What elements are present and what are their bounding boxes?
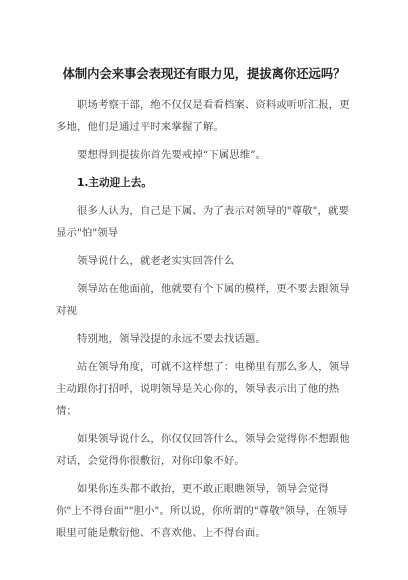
paragraph: 职场考察干部，绝不仅仅是看看档案、资料或听听汇报，更多地，他们是通过平时来掌握了解。 [56, 99, 350, 133]
document-title: 体制内会来事会表现还有眼力见，提拔离你还远吗？ [62, 67, 346, 81]
paragraph: 很多人认为，自己是下属、为了表示对领导的"尊敬"，就要显示"怕"领导 [56, 205, 350, 239]
paragraph: 如果领导说什么，你仅仅回答什么，领导会觉得你不想跟他对话，会觉得你很敷衍，对你印象不好。 [56, 433, 350, 467]
paragraph: 站在领导角度，可就不这样想了：电梯里有那么多人，领导主动跟你打招呼，说明领导是关心你的，领导表示出了他的热情； [56, 361, 350, 417]
paragraph: 要想得到提拔你首先要戒掉“下属思维”。 [77, 149, 267, 161]
paragraph: 领导站在他面前，他就要有个下属的模样，更不要去跟领导对视 [56, 283, 350, 317]
paragraph: 如果你连头都不敢抬，更不敢正眼瞧领导，领导会觉得你"上不得台面""胆小"。所以说，你所谓的"尊敬"领导，在领导眼里可能是敷衍他、不喜欢他、上不得台面。 [56, 483, 348, 539]
paragraph: 特别地，领导没提的永远不要去找话题。 [77, 333, 266, 345]
section-heading: 1.主动迎上去。 [77, 177, 152, 189]
paragraph: 领导说什么，就老老实实回答什么 [77, 255, 235, 267]
